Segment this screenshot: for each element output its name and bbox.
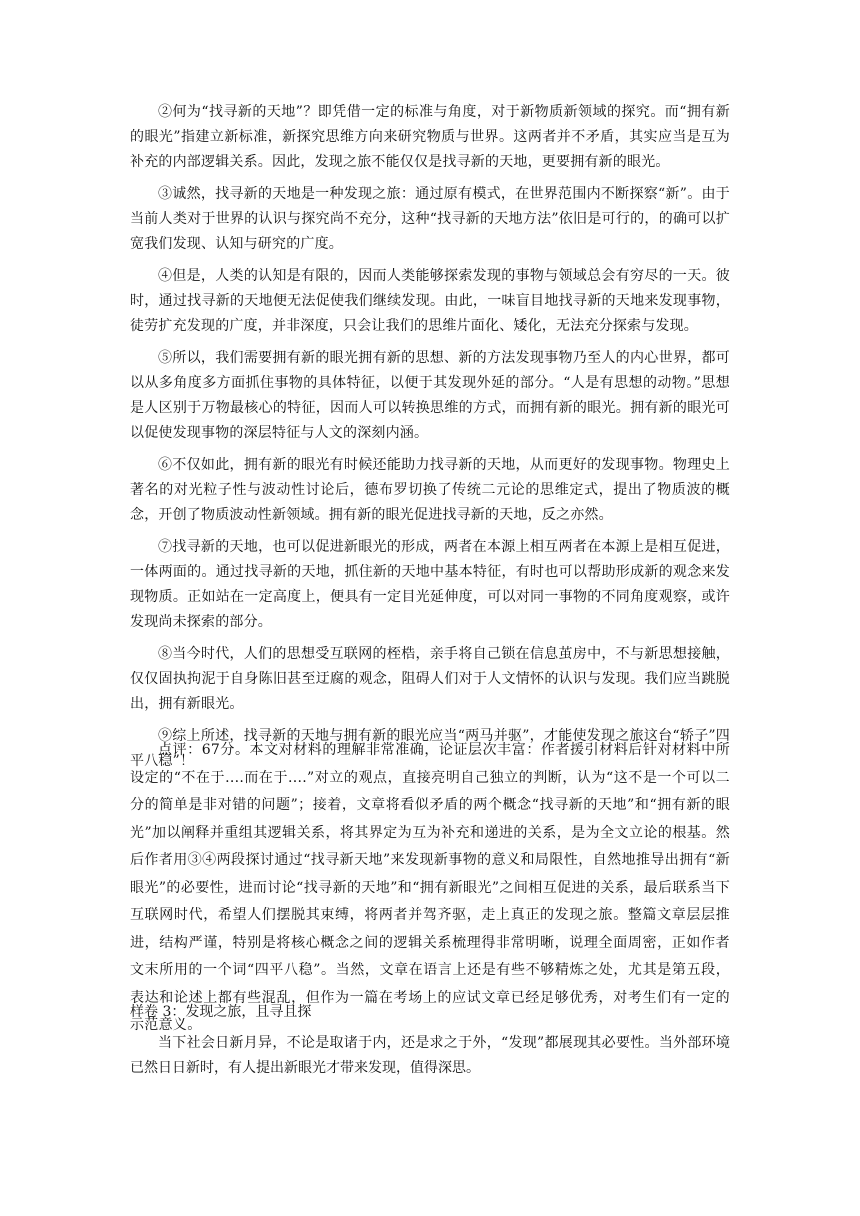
essay-paragraph-3: ③诚然，找寻新的天地是一种发现之旅：通过原有模式，在世界范围内不断探察“新”。由于当前人类对于世界的认识与探究尚不充分，这种“找寻新的天地方法”依旧是可行的，的确可以扩宽我们发现、认知与研究的广度。: [130, 186, 730, 252]
essay-paragraph-5: ⑤所以，我们需要拥有新的眼光拥有新的思想、新的方法发现事物乃至人的内心世界，都可以从多角度多方面抓住事物的具体特征，以便于其发现外延的部分。“人是有思想的动物。”思想是人区别于万物最核心的特征，因而人可以转换思维的方式，而拥有新的眼光。拥有新的眼光可以促使发现事物的深层特征与人文的深刻内涵。: [130, 350, 730, 441]
essay-paragraph-4: ④但是，人类的认知是有限的，因而人类能够探索发现的事物与领域总会有穷尽的一天。彼时，通过找寻新的天地便无法促使我们继续发现。由此，一味盲目地找寻新的天地来发现事物，徒劳扩充发现的广度，并非深度，只会让我们的思维片面化、矮化，无法充分探索与发现。: [130, 268, 730, 334]
essay-paragraph-8: ⑧当今时代，人们的思想受互联网的桎梏，亲手将自己锁在信息茧房中，不与新思想接触，仅仅固执拘泥于自身陈旧甚至迂腐的观念，阻碍人们对于人文情怀的认识与发现。我们应当跳脱出，拥有新眼光。: [130, 646, 730, 712]
essay-paragraph-2: ②何为“找寻新的天地”？即凭借一定的标准与角度，对于新物质新领域的探究。而“拥有新的眼光”指建立新标准，新探究思维方向来研究物质与世界。这两者并不矛盾，其实应当是互为补充的内部逻辑关系。因此，发现之旅不能仅仅是找寻新的天地，更要拥有新的眼光。: [130, 104, 730, 170]
sample-intro-paragraph: 当下社会日新月异，不论是取诸于内，还是求之于外，“发现”都展现其必要性。当外部环境已然日日新时，有人提出新眼光才带来发现，值得深思。: [130, 1035, 730, 1076]
review-comment: 点评：67分。本文对材料的理解非常准确，论证层次丰富：作者援引材料后针对材料中所设定的“不在于....而在于....”对立的观点，直接亮明自己独立的判断，认为“这不是一个可以二分的简单是非对错的问题”；接着，文章将看似矛盾的两个概念“找寻新的天地”和“拥有新的眼光”加以阐释并重组其逻辑关系，将其界定为互为补充和递进的关系，是为全文立论的根基。然后作者用③④两段探讨通过“找寻新天地”来发现新事物的意义和局限性，自然地推导出拥有“新眼光”的必要性，进而讨论“找寻新的天地”和“拥有新眼光”之间相互促进的关系，最后联系当下互联网时代，希望人们摆脱其束缚，将两者并驾齐驱，走上真正的发现之旅。整篇文章层层推进，结构严谨，特别是将核心概念之间的逻辑关系梳理得非常明晰，说理全面周密，正如作者文末所用的一个词“四平八稳”。当然，文章在语言上还是有些不够精炼之处，尤其是第五段，表达和论述上都有些混乱，但作为一篇在考场上的应试文章已经足够优秀，对考生们有一定的示范意义。: [130, 742, 730, 1033]
essay-paragraph-7: ⑦找寻新的天地，也可以促进新眼光的形成，两者在本源上相互两者在本源上是相互促进，一体两面的。通过找寻新的天地，抓住新的天地中基本特征，有时也可以帮助形成新的观念来发现物质。正如站在一定高度上，便具有一定目光延伸度，可以对同一事物的不同角度观察，或许发现尚未探索的部分。: [130, 539, 730, 630]
essay-body: [130, 100, 730, 781]
essay-paragraph-9: ⑨综上所述，找寻新的天地与拥有新的眼光应当“两马并驱”，才能使发现之旅这台“轿子”四平八稳”！: [130, 728, 730, 769]
sample-title: 样卷 3：发现之旅，且寻且探: [130, 1004, 312, 1020]
essay-paragraph-6: ⑥不仅如此，拥有新的眼光有时候还能助力找寻新的天地，从而更好的发现事物。物理史上著名的对光粒子性与波动性讨论后，德布罗切换了传统二元论的思维定式，提出了物质波的概念，开创了物质波动性新领域。拥有新的眼光促进找寻新的天地，反之亦然。: [130, 457, 730, 523]
